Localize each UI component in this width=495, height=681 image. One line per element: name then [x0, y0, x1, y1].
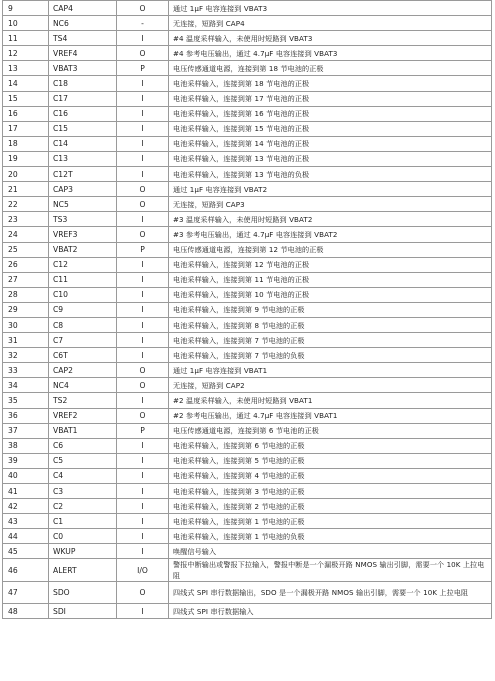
pin-type-cell: O	[117, 363, 169, 378]
pin-description-cell: 电池采样输入，连接到第 9 节电池的正极	[169, 302, 492, 317]
pin-number-cell: 46	[3, 559, 49, 582]
pin-name-cell: NC4	[49, 378, 117, 393]
table-row	[3, 31, 492, 46]
pin-number-cell: 45	[3, 544, 49, 559]
pin-number-cell: 29	[3, 302, 49, 317]
pin-description-cell: 电池采样输入，连接到第 13 节电池的负极	[169, 167, 492, 182]
pin-description-cell: 电池采样输入，连接到第 6 节电池的正极	[169, 438, 492, 453]
pin-number-cell: 35	[3, 393, 49, 408]
pin-description-cell: 通过 1μF 电容连接到 VBAT3	[169, 1, 492, 16]
pin-type-cell: I	[117, 76, 169, 91]
pin-number-cell: 36	[3, 408, 49, 423]
pin-type-cell: P	[117, 423, 169, 438]
table-row	[3, 348, 492, 363]
pin-number-cell: 14	[3, 76, 49, 91]
pin-number-cell: 37	[3, 423, 49, 438]
pin-name-cell: VREF3	[49, 227, 117, 242]
table-row	[3, 272, 492, 287]
pin-type-cell: P	[117, 242, 169, 257]
pin-type-cell: I/O	[117, 559, 169, 582]
pin-number-cell: 47	[3, 582, 49, 604]
pin-number-cell: 15	[3, 91, 49, 106]
pin-name-cell: C12T	[49, 167, 117, 182]
pin-description-cell: 电池采样输入，连接到第 10 节电池的正极	[169, 287, 492, 302]
table-row	[3, 16, 492, 31]
pin-number-cell: 18	[3, 136, 49, 151]
table-row	[3, 121, 492, 136]
pin-description-cell: 电池采样输入，连接到第 13 节电池的正极	[169, 151, 492, 166]
pin-description-cell: #4 参考电压输出，通过 4.7μF 电容连接到 VBAT3	[169, 46, 492, 61]
table-row	[3, 582, 492, 604]
pin-number-cell: 25	[3, 242, 49, 257]
pin-description-cell: 电压传感通道电源，连接到第 6 节电池的正极	[169, 423, 492, 438]
pin-description-cell: 电池采样输入，连接到第 8 节电池的正极	[169, 317, 492, 332]
table-row	[3, 76, 492, 91]
pin-type-cell: I	[117, 333, 169, 348]
pin-description-cell: 电池采样输入，连接到第 2 节电池的正极	[169, 499, 492, 514]
table-row	[3, 468, 492, 483]
table-row	[3, 1, 492, 16]
table-row	[3, 61, 492, 76]
pin-number-cell: 26	[3, 257, 49, 272]
pin-type-cell: O	[117, 227, 169, 242]
pin-type-cell: I	[117, 272, 169, 287]
pin-name-cell: NC5	[49, 197, 117, 212]
table-row	[3, 227, 492, 242]
pin-name-cell: C0	[49, 529, 117, 544]
pin-number-cell: 28	[3, 287, 49, 302]
pin-name-cell: CAP4	[49, 1, 117, 16]
pin-type-cell: O	[117, 46, 169, 61]
pin-number-cell: 42	[3, 499, 49, 514]
pin-number-cell: 20	[3, 167, 49, 182]
pin-name-cell: C17	[49, 91, 117, 106]
pin-type-cell: I	[117, 91, 169, 106]
pin-name-cell: C2	[49, 499, 117, 514]
pin-number-cell: 41	[3, 484, 49, 499]
pin-number-cell: 31	[3, 333, 49, 348]
pin-number-cell: 40	[3, 468, 49, 483]
pin-type-cell: I	[117, 468, 169, 483]
pin-description-cell: 电压传感通道电源，连接到第 12 节电池的正极	[169, 242, 492, 257]
pin-name-cell: CAP2	[49, 363, 117, 378]
pin-name-cell: VBAT2	[49, 242, 117, 257]
pin-type-cell: I	[117, 31, 169, 46]
pin-type-cell: -	[117, 16, 169, 31]
table-row	[3, 529, 492, 544]
pin-number-cell: 21	[3, 182, 49, 197]
table-row	[3, 559, 492, 582]
pin-description-cell: 通过 1μF 电容连接到 VBAT1	[169, 363, 492, 378]
pin-type-cell: P	[117, 61, 169, 76]
table-row	[3, 408, 492, 423]
pin-type-cell: I	[117, 438, 169, 453]
pin-description-cell: 电池采样输入，连接到第 16 节电池的正极	[169, 106, 492, 121]
table-row	[3, 136, 492, 151]
pin-number-cell: 32	[3, 348, 49, 363]
pin-type-cell: I	[117, 302, 169, 317]
pin-number-cell: 44	[3, 529, 49, 544]
pin-type-cell: O	[117, 582, 169, 604]
pin-name-cell: C4	[49, 468, 117, 483]
pin-number-cell: 43	[3, 514, 49, 529]
pin-description-cell: 四线式 SPI 串行数据输入	[169, 603, 492, 618]
pin-name-cell: TS2	[49, 393, 117, 408]
table-row	[3, 182, 492, 197]
pin-type-cell: I	[117, 212, 169, 227]
pin-description-cell: 电池采样输入，连接到第 12 节电池的正极	[169, 257, 492, 272]
table-row	[3, 453, 492, 468]
pin-number-cell: 13	[3, 61, 49, 76]
pin-description-cell: 电池采样输入，连接到第 1 节电池的负极	[169, 529, 492, 544]
pin-type-cell: I	[117, 544, 169, 559]
table-row	[3, 242, 492, 257]
pin-type-cell: O	[117, 378, 169, 393]
pin-number-cell: 48	[3, 603, 49, 618]
pin-type-cell: O	[117, 1, 169, 16]
pin-description-cell: #4 温度采样输入，未使用时短路到 VBAT3	[169, 31, 492, 46]
pin-number-cell: 12	[3, 46, 49, 61]
pin-number-cell: 9	[3, 1, 49, 16]
pin-name-cell: C11	[49, 272, 117, 287]
table-row	[3, 544, 492, 559]
pin-number-cell: 24	[3, 227, 49, 242]
pin-table-body	[3, 1, 492, 619]
pin-type-cell: I	[117, 499, 169, 514]
table-row	[3, 393, 492, 408]
pin-number-cell: 39	[3, 453, 49, 468]
pin-description-cell: 电池采样输入，连接到第 5 节电池的正极	[169, 453, 492, 468]
table-row	[3, 333, 492, 348]
pin-description-cell: #2 参考电压输出，通过 4.7μF 电容连接到 VBAT1	[169, 408, 492, 423]
pin-type-cell: I	[117, 136, 169, 151]
pin-name-cell: C13	[49, 151, 117, 166]
pin-number-cell: 16	[3, 106, 49, 121]
pin-name-cell: C3	[49, 484, 117, 499]
pin-name-cell: C14	[49, 136, 117, 151]
pin-number-cell: 27	[3, 272, 49, 287]
pin-description-cell: 通过 1μF 电容连接到 VBAT2	[169, 182, 492, 197]
pin-description-cell: #3 参考电压输出，通过 4.7μF 电容连接到 VBAT2	[169, 227, 492, 242]
table-row	[3, 317, 492, 332]
pin-description-table	[2, 0, 492, 619]
pin-type-cell: I	[117, 287, 169, 302]
pin-description-cell: 唤醒信号输入	[169, 544, 492, 559]
pin-name-cell: C16	[49, 106, 117, 121]
table-row	[3, 212, 492, 227]
pin-number-cell: 22	[3, 197, 49, 212]
pin-type-cell: I	[117, 257, 169, 272]
pin-description-cell: 四线式 SPI 串行数据输出，SDO 是一个漏极开路 NMOS 输出引脚，需要一个 10K 上拉电阻	[169, 582, 492, 604]
table-row	[3, 91, 492, 106]
pin-name-cell: NC6	[49, 16, 117, 31]
pin-description-cell: 警报中断输出或警报下拉输入，警报中断是一个漏极开路 NMOS 输出引脚，需要一个 10K 上拉电阻	[169, 559, 492, 582]
pin-name-cell: C1	[49, 514, 117, 529]
table-row	[3, 106, 492, 121]
pin-name-cell: SDO	[49, 582, 117, 604]
table-row	[3, 423, 492, 438]
pin-description-cell: 电池采样输入，连接到第 17 节电池的正极	[169, 91, 492, 106]
pin-type-cell: O	[117, 197, 169, 212]
table-row	[3, 438, 492, 453]
pin-description-cell: 电池采样输入，连接到第 7 节电池的正极	[169, 333, 492, 348]
pin-name-cell: C15	[49, 121, 117, 136]
pin-number-cell: 17	[3, 121, 49, 136]
pin-type-cell: I	[117, 151, 169, 166]
pin-name-cell: CAP3	[49, 182, 117, 197]
pin-number-cell: 33	[3, 363, 49, 378]
pin-description-cell: 电池采样输入，连接到第 7 节电池的负极	[169, 348, 492, 363]
pin-number-cell: 38	[3, 438, 49, 453]
pin-name-cell: VREF2	[49, 408, 117, 423]
pin-type-cell: I	[117, 393, 169, 408]
pin-description-cell: 电池采样输入，连接到第 3 节电池的正极	[169, 484, 492, 499]
pin-type-cell: I	[117, 106, 169, 121]
pin-type-cell: O	[117, 182, 169, 197]
pin-description-cell: 电池采样输入，连接到第 18 节电池的正极	[169, 76, 492, 91]
pin-name-cell: C6	[49, 438, 117, 453]
pin-type-cell: I	[117, 317, 169, 332]
pin-name-cell: C10	[49, 287, 117, 302]
pin-type-cell: I	[117, 348, 169, 363]
pin-description-cell: 电池采样输入，连接到第 1 节电池的正极	[169, 514, 492, 529]
pin-description-cell: #3 温度采样输入，未使用时短路到 VBAT2	[169, 212, 492, 227]
pin-description-cell: 电压传感通道电源，连接到第 18 节电池的正极	[169, 61, 492, 76]
pin-type-cell: I	[117, 453, 169, 468]
table-row	[3, 197, 492, 212]
pin-description-cell: 电池采样输入，连接到第 14 节电池的正极	[169, 136, 492, 151]
table-row	[3, 167, 492, 182]
table-row	[3, 46, 492, 61]
pin-name-cell: C12	[49, 257, 117, 272]
table-row	[3, 514, 492, 529]
pin-description-cell: 无连接，短路到 CAP3	[169, 197, 492, 212]
pin-number-cell: 23	[3, 212, 49, 227]
pin-name-cell: VBAT1	[49, 423, 117, 438]
pin-type-cell: I	[117, 529, 169, 544]
pin-type-cell: I	[117, 484, 169, 499]
pin-number-cell: 10	[3, 16, 49, 31]
table-row	[3, 363, 492, 378]
pin-name-cell: TS3	[49, 212, 117, 227]
pin-name-cell: TS4	[49, 31, 117, 46]
pin-name-cell: VBAT3	[49, 61, 117, 76]
table-row	[3, 257, 492, 272]
pin-number-cell: 34	[3, 378, 49, 393]
pin-type-cell: I	[117, 514, 169, 529]
table-row	[3, 287, 492, 302]
pin-name-cell: WKUP	[49, 544, 117, 559]
pin-name-cell: VREF4	[49, 46, 117, 61]
pin-name-cell: ALERT	[49, 559, 117, 582]
pin-type-cell: O	[117, 408, 169, 423]
pin-number-cell: 19	[3, 151, 49, 166]
pin-name-cell: C18	[49, 76, 117, 91]
pin-type-cell: I	[117, 121, 169, 136]
pin-name-cell: C5	[49, 453, 117, 468]
table-row	[3, 603, 492, 618]
table-row	[3, 378, 492, 393]
pin-type-cell: I	[117, 167, 169, 182]
table-row	[3, 151, 492, 166]
pin-name-cell: C9	[49, 302, 117, 317]
pin-number-cell: 30	[3, 317, 49, 332]
pin-description-cell: 无连接，短路到 CAP4	[169, 16, 492, 31]
table-row	[3, 499, 492, 514]
table-row	[3, 484, 492, 499]
pin-description-cell: #2 温度采样输入，未使用时短路到 VBAT1	[169, 393, 492, 408]
pin-name-cell: SDI	[49, 603, 117, 618]
pin-description-cell: 无连接，短路到 CAP2	[169, 378, 492, 393]
pin-type-cell: I	[117, 603, 169, 618]
pin-description-cell: 电池采样输入，连接到第 4 节电池的正极	[169, 468, 492, 483]
pin-number-cell: 11	[3, 31, 49, 46]
pin-name-cell: C7	[49, 333, 117, 348]
table-row	[3, 302, 492, 317]
pin-name-cell: C6T	[49, 348, 117, 363]
pin-description-cell: 电池采样输入，连接到第 15 节电池的正极	[169, 121, 492, 136]
pin-name-cell: C8	[49, 317, 117, 332]
pin-description-cell: 电池采样输入，连接到第 11 节电池的正极	[169, 272, 492, 287]
